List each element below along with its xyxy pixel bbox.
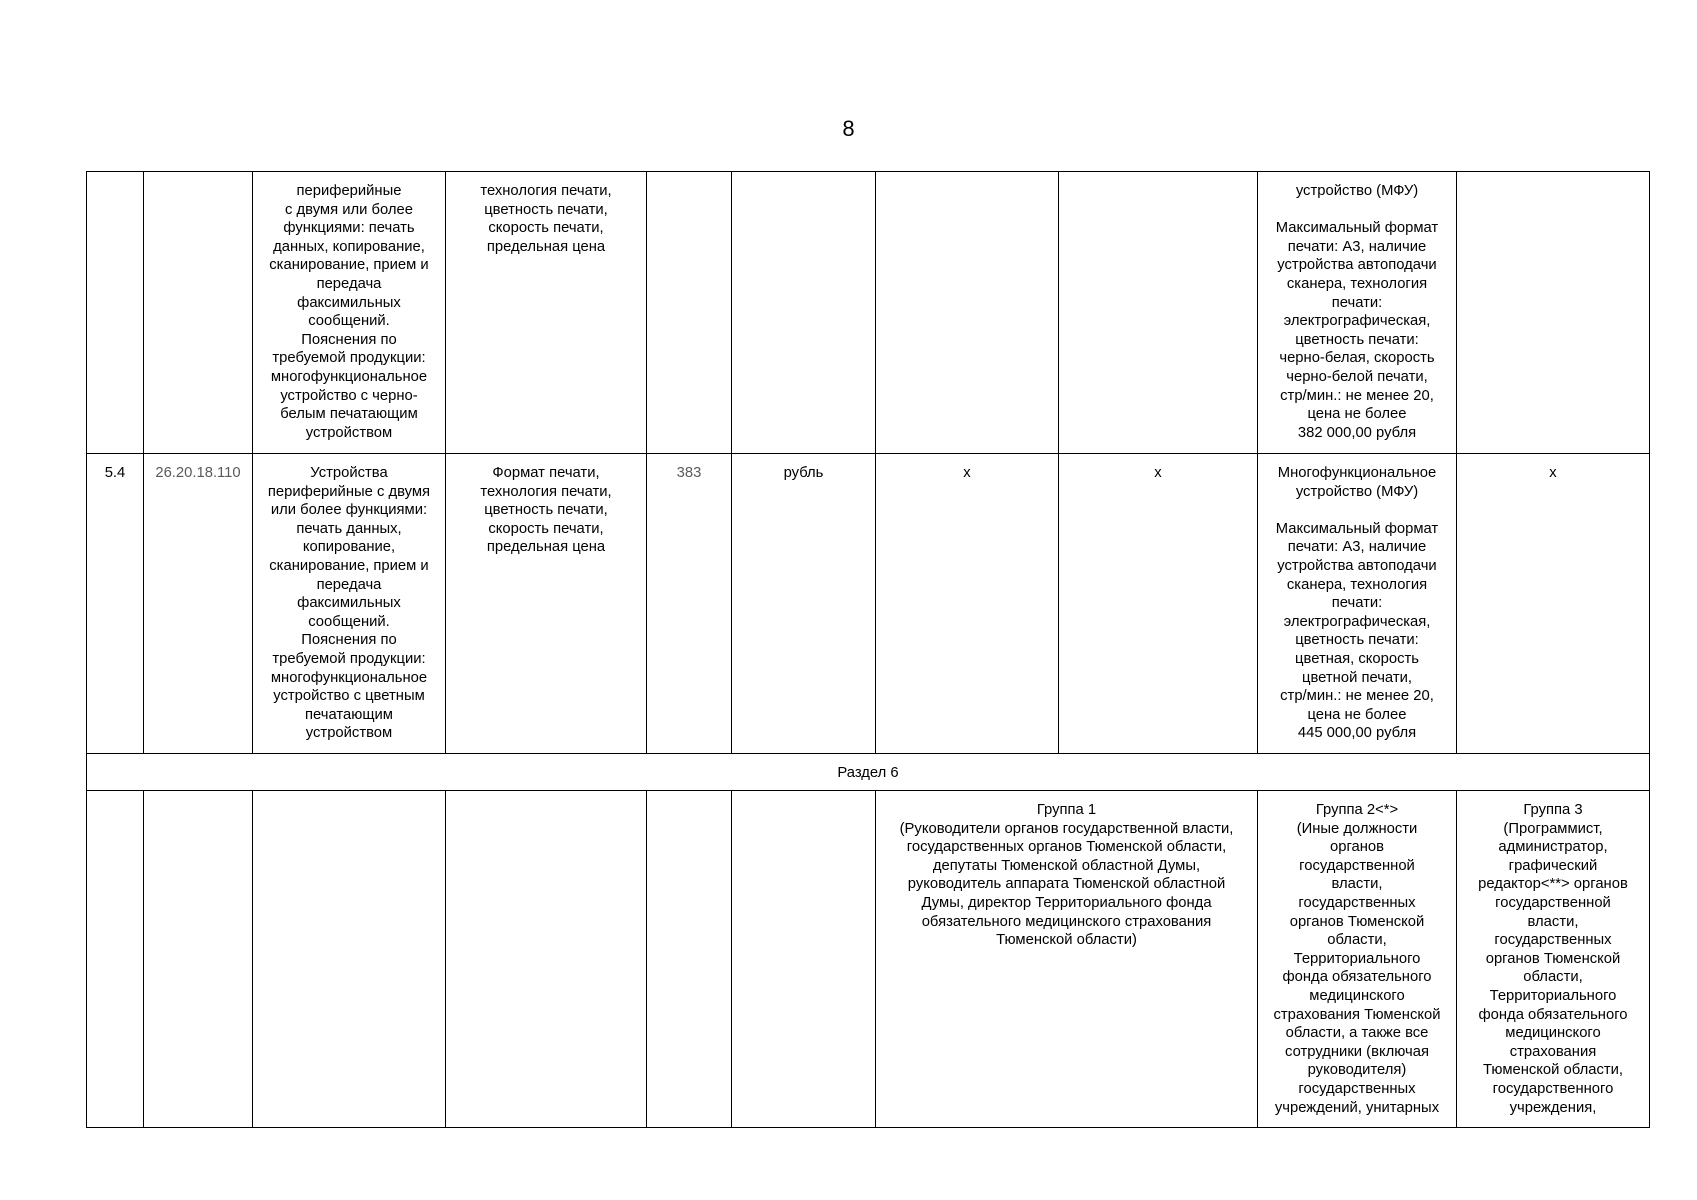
cell-group3-value (1457, 172, 1650, 454)
cell-empty (253, 791, 446, 1128)
cell-okpd-code (144, 172, 253, 454)
cell-empty (647, 791, 732, 1128)
cell-group2-value: Многофункциональное устройство (МФУ) Максимальный формат печати: А3, наличие устройства автоподачи сканера, технология печати: электрографическая, цветность печати: цветная, скорость цветной печати, стр/мин.: не менее 20, цена не более 445 000,00 рубля (1258, 454, 1457, 754)
cell-group1-value: x (876, 454, 1059, 754)
cell-okpd-code: 26.20.18.110 (144, 454, 253, 754)
cell-product-name: Устройства периферийные с двумя или более функциями: печать данных, копирование, сканирование, прием и передача факсимильных сообщений. Пояснения по требуемой продукции: многофункциональное устройство с цветным печатающим устройством (253, 454, 446, 754)
page-number: 8 (842, 116, 855, 141)
table-row (87, 791, 1650, 1128)
cell-unit (732, 172, 876, 454)
cell-empty (732, 791, 876, 1128)
cell-empty (446, 791, 647, 1128)
cell-unit: рубль (732, 454, 876, 754)
cell-value-col8: x (1059, 454, 1258, 754)
cell-product-name: периферийные с двумя или более функциями: печать данных, копирование, сканирование, прием и передача факсимильных сообщений. Пояснения по требуемой продукции: многофункциональное устройство с черно- белым печатающим устройством (253, 172, 446, 454)
requirements-table (86, 171, 1650, 1128)
group2-header: Группа 2<*> (Иные должности органов государственной власти, государственных органов Тюменской области, Территориального фонда обязательного медицинского страхования Тюменской области, а также все сотрудники (включая руководителя) государственных учреждений, унитарных (1258, 791, 1457, 1128)
table-row (87, 172, 1650, 454)
cell-group3-value: x (1457, 454, 1650, 754)
group3-header: Группа 3 (Программист, администратор, графический редактор<**> органов государственной власти, государственных органов Тюменской области, Территориального фонда обязательного медицинского страхования Тюменской области, государственного учреждения, (1457, 791, 1650, 1128)
cell-okei-code: 383 (647, 454, 732, 754)
section-title: Раздел 6 (87, 754, 1650, 791)
group1-header: Группа 1 (Руководители органов государственной власти, государственных органов Тюменской области, депутаты Тюменской областной Думы, руководитель аппарата Тюменской областной Думы, директор Территориального фонда обязательного медицинского страхования Тюменской области) (876, 791, 1258, 1128)
cell-okei-code (647, 172, 732, 454)
cell-characteristics: технология печати, цветность печати, скорость печати, предельная цена (446, 172, 647, 454)
cell-number (87, 172, 144, 454)
cell-characteristics: Формат печати, технология печати, цветность печати, скорость печати, предельная цена (446, 454, 647, 754)
section-row (87, 754, 1650, 791)
cell-empty (87, 791, 144, 1128)
cell-number: 5.4 (87, 454, 144, 754)
cell-value-col8 (1059, 172, 1258, 454)
cell-group2-value: устройство (МФУ) Максимальный формат печати: А3, наличие устройства автоподачи сканера, технология печати: электрографическая, цветность печати: черно-белая, скорость черно-белой печати, стр/мин.: не менее 20, цена не более 382 000,00 рубля (1258, 172, 1457, 454)
table-row (87, 454, 1650, 754)
cell-group1-value (876, 172, 1059, 454)
cell-empty (144, 791, 253, 1128)
